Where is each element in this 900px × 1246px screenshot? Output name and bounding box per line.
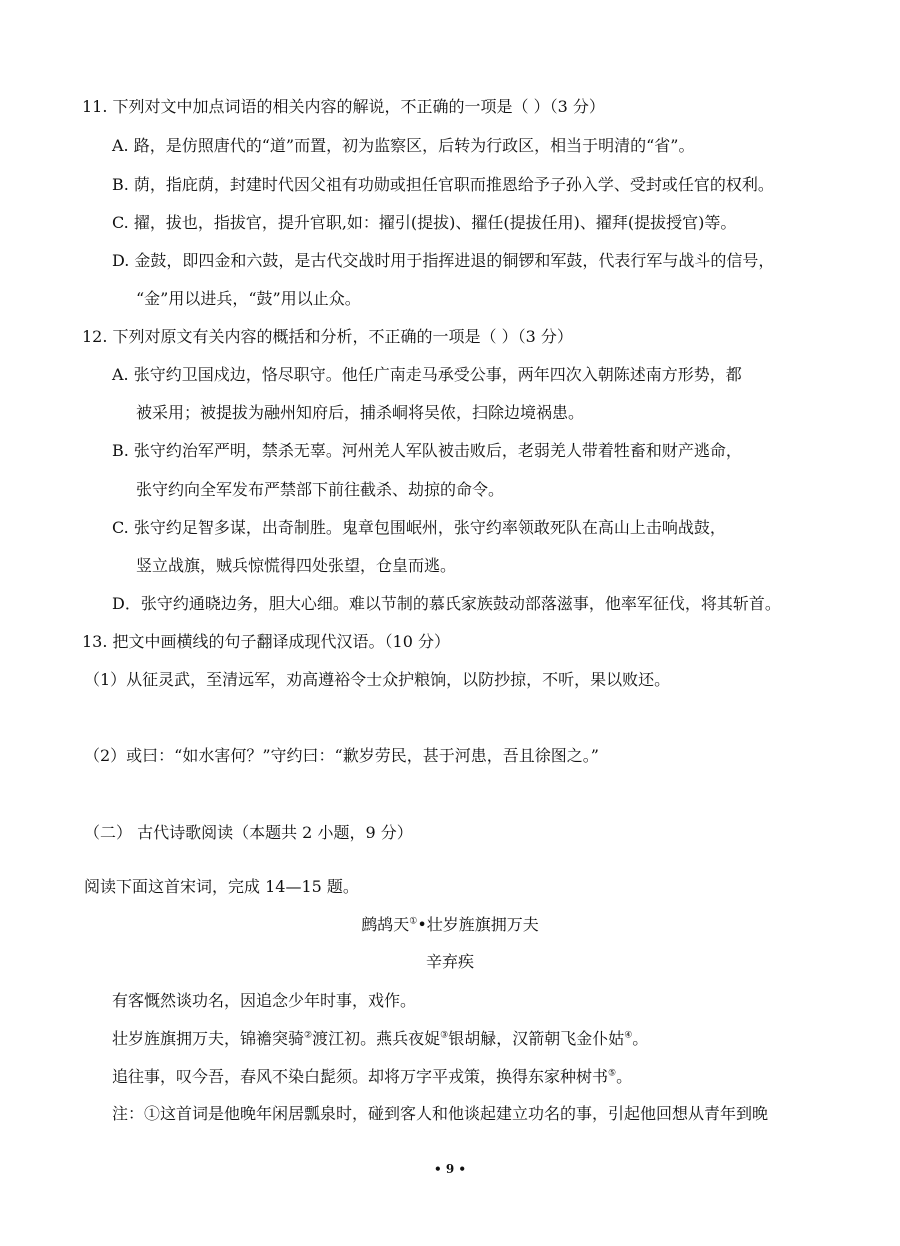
poem-line-1 — [112, 1028, 648, 1050]
poem-line-1-part-4: 。 — [632, 1029, 649, 1048]
question-12-option-b-continued: 张守约向全军发布严禁部下前往截杀、劫掠的命令。 — [136, 480, 505, 499]
question-11-option-d: D. 金鼓，即四金和六鼓，是古代交战时用于指挥进退的铜锣和军鼓，代表行军与战斗的信号， — [112, 251, 775, 270]
question-11-option-a: A. 路，是仿照唐代的“道”而置，初为监察区，后转为行政区，相当于明清的“省”。 — [112, 136, 695, 155]
question-12-option-b: B. 张守约治军严明，禁杀无辜。河州羌人军队被击败后，老弱羌人带着牲畜和财产逃命， — [112, 441, 742, 460]
question-11-option-c: C. 擢，拔也，指拔官，提升官职,如：擢引(提拔)、擢任(提拔任用)、擢拜(提拔授官)等。 — [112, 213, 737, 232]
question-12-option-a-continued: 被采用；被提拔为融州知府后，捕杀峒将吴侬，扫除边境祸患。 — [136, 403, 585, 422]
poem-line-1-part-1: 壮岁旌旗拥万夫，锦襜突骑 — [112, 1029, 305, 1048]
question-12-option-d: D．张守约通晓边务，胆大心细。难以节制的慕氏家族鼓动部落滋事，他率军征伐，将其斩首。 — [112, 594, 781, 613]
poem-line-2 — [112, 1066, 632, 1088]
page-number: • 9 • — [433, 1162, 467, 1176]
question-12-option-c: C. 张守约足智多谋，出奇制胜。鬼章包围岷州，张守约率领敢死队在高山上击响战鼓， — [112, 518, 726, 537]
poem-line-1-part-2: 渡江初。燕兵夜娖 — [312, 1029, 441, 1048]
poem-title-rest: •壮岁旌旗拥万夫 — [417, 915, 539, 934]
poem-note: 注：①这首词是他晚年闲居瓢泉时，碰到客人和他谈起建立功名的事，引起他回想从青年到晚 — [112, 1104, 769, 1123]
poem-title-note-mark: ① — [409, 916, 418, 927]
note-mark-3: ③ — [440, 1030, 449, 1041]
poem-preface: 有客慨然谈功名，因追念少年时事，戏作。 — [112, 991, 417, 1010]
reading-instruction: 阅读下面这首宋词，完成 14—15 题。 — [84, 877, 359, 896]
question-12-option-c-continued: 竖立战旗，贼兵惊慌得四处张望，仓皇而逃。 — [136, 556, 457, 575]
poem-line-2-part-1: 追往事，叹今吾，春风不染白髭须。却将万字平戎策，换得东家种树书 — [112, 1067, 609, 1086]
note-mark-4: ④ — [624, 1030, 633, 1041]
poem-line-2-part-2: 。 — [616, 1067, 633, 1086]
poem-line-1-part-3: 银胡觮，汉箭朝飞金仆姑 — [448, 1029, 625, 1048]
note-mark-2: ② — [304, 1030, 313, 1041]
poem-author: 辛弃疾 — [425, 952, 474, 971]
question-11-stem: 11. 下列对文中加点词语的相关内容的解说，不正确的一项是（ ）（3 分） — [82, 97, 605, 116]
section-heading: （二） 古代诗歌阅读（本题共 2 小题，9 分） — [84, 823, 413, 842]
question-13-sentence-1: （1）从征灵武，至清远军，劝高遵裕令士众护粮饷，以防抄掠，不听，果以败还。 — [84, 670, 671, 689]
poem-title — [0, 914, 900, 936]
question-12-stem: 12. 下列对原文有关内容的概括和分析，不正确的一项是（ ）（3 分） — [82, 327, 573, 346]
poem-title-main: 鹧鸪天 — [361, 915, 410, 934]
note-mark-5: ⑤ — [608, 1068, 617, 1079]
question-13-sentence-2: （2）或曰：“如水害何？”守约曰：“歉岁劳民，甚于河患，吾且徐图之。” — [84, 746, 599, 765]
question-12-option-a: A. 张守约卫国戍边，恪尽职守。他任广南走马承受公事，两年四次入朝陈述南方形势，都 — [112, 365, 742, 384]
question-11-option-d-continued: “金”用以进兵，“鼓”用以止众。 — [136, 289, 361, 308]
question-13-stem: 13. 把文中画横线的句子翻译成现代汉语。（10 分） — [82, 632, 450, 651]
question-11-option-b: B. 荫，指庇荫，封建时代因父祖有功勋或担任官职而推恩给予子孙入学、受封或任官的权利。 — [112, 175, 774, 194]
